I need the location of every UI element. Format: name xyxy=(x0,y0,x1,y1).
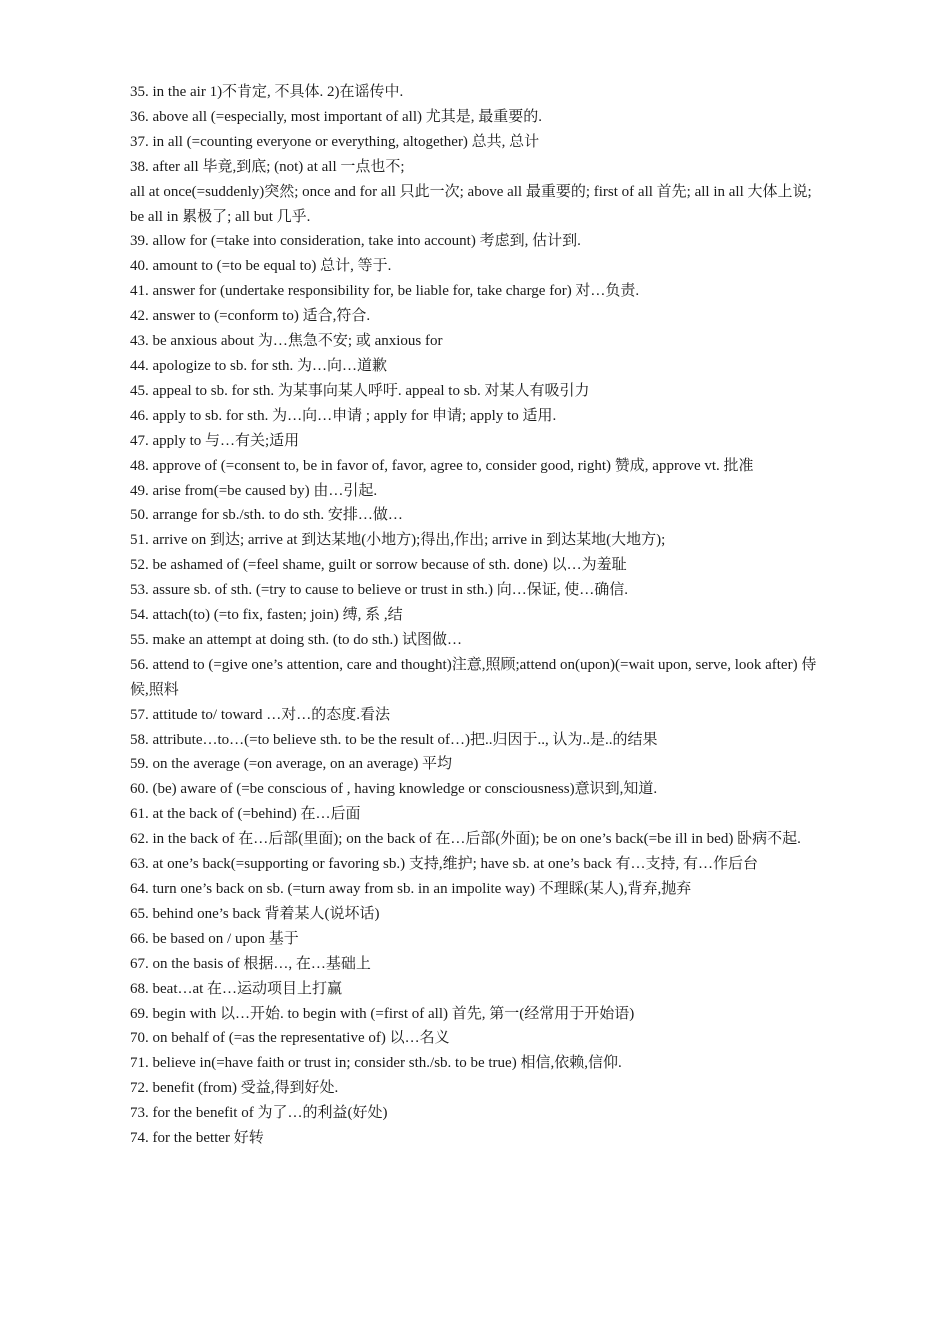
entry-61: 61. at the back of (=behind) 在…后面 xyxy=(130,806,361,823)
entry-54: 54. attach(to) (=to fix, fasten; join) 缚, 系 ,结 xyxy=(130,607,403,624)
entry-37: 37. in all (=counting everyone or everything, altogether) 总共, 总计 xyxy=(130,133,540,150)
entry-71: 71. believe in(=have faith or trust in; consider sth./sb. to be true) 相信,依赖,信仰. xyxy=(130,1055,622,1072)
entry-68: 68. beat…at 在…运动项目上打赢 xyxy=(130,980,343,997)
entry-41: 41. answer for (undertake responsibility for, be liable for, take charge for) 对…负责. xyxy=(130,283,640,300)
entry-57: 57. attitude to/ toward …对…的态度.看法 xyxy=(130,706,390,723)
entry-40: 40. amount to (=to be equal to) 总计, 等于. xyxy=(130,258,392,275)
entry-47: 47. apply to 与…有关;适用 xyxy=(130,432,300,449)
entry-73: 73. for the benefit of 为了…的利益(好处) xyxy=(130,1105,388,1122)
entry-62: 62. in the back of 在…后部(里面); on the back of 在…后部(外面); be on one’s back(=be ill in bed) 卧病不起. xyxy=(130,831,801,848)
entry-43: 43. be anxious about 为…焦急不安; 或 anxious for xyxy=(130,333,443,350)
entry-67: 67. on the basis of 根据…, 在…基础上 xyxy=(130,955,371,972)
entry-66: 66. be based on / upon 基于 xyxy=(130,930,299,947)
entry-60: 60. (be) aware of (=be conscious of , having knowledge or consciousness)意识到,知道. xyxy=(130,781,658,798)
entry-63: 63. at one’s back(=supporting or favoring sb.) 支持,维护; have sb. at one’s back 有…支持, 有…作后台 xyxy=(130,856,758,873)
entry-50: 50. arrange for sb./sth. to do sth. 安排…做… xyxy=(130,507,403,524)
entry-44: 44. apologize to sb. for sth. 为…向…道歉 xyxy=(130,357,388,374)
entry-38: 38. after all 毕竟,到底; (not) at all 一点也不; xyxy=(130,158,405,175)
entry-38-continued: all at once(=suddenly)突然; once and for all 只此一次; above all 最重要的; first of all 首先; all in all 大体上说; be all in 累极了; all but 几乎. xyxy=(130,183,812,225)
entry-42: 42. answer to (=conform to) 适合,符合. xyxy=(130,308,371,325)
entry-59: 59. on the average (=on average, on an average) 平均 xyxy=(130,756,453,773)
entry-53: 53. assure sb. of sth. (=try to cause to believe or trust in sth.) 向…保证, 使…确信. xyxy=(130,582,628,599)
entry-51: 51. arrive on 到达; arrive at 到达某地(小地方);得出,作出; arrive in 到达某地(大地方); xyxy=(130,532,666,549)
entry-39: 39. allow for (=take into consideration, take into account) 考虑到, 估计到. xyxy=(130,233,581,250)
entry-58: 58. attribute…to…(=to believe sth. to be the result of…)把..归因于.., 认为..是..的结果 xyxy=(130,731,658,748)
entry-55: 55. make an attempt at doing sth. (to do sth.) 试图做… xyxy=(130,631,463,648)
entry-56: 56. attend to (=give one’s attention, care and thought)注意,照顾;attend on(upon)(=wait upon, serve, look after) 侍候,照料 xyxy=(130,656,817,698)
entry-36: 36. above all (=especially, most important of all) 尤其是, 最重要的. xyxy=(130,108,542,125)
entry-72: 72. benefit (from) 受益,得到好处. xyxy=(130,1080,339,1097)
entry-48: 48. approve of (=consent to, be in favor of, favor, agree to, consider good, right) 赞成, approve vt. 批准 xyxy=(130,457,754,474)
entry-35: 35. in the air 1)不肯定, 不具体. 2)在谣传中. xyxy=(130,84,404,100)
entry-69: 69. begin with 以…开始. to begin with (=first of all) 首先, 第一(经常用于开始语) xyxy=(130,1005,635,1022)
entry-45: 45. appeal to sb. for sth. 为某事向某人呼吁. appeal to sb. 对某人有吸引力 xyxy=(130,382,590,399)
entry-65: 65. behind one’s back 背着某人(说坏话) xyxy=(130,905,380,922)
entry-70: 70. on behalf of (=as the representative of) 以…名义 xyxy=(130,1030,450,1047)
entry-64: 64. turn one’s back on sb. (=turn away from sb. in an impolite way) 不理睬(某人),背弃,抛弃 xyxy=(130,881,692,897)
entry-49: 49. arise from(=be caused by) 由…引起. xyxy=(130,482,378,499)
document-page xyxy=(130,80,822,1151)
entry-52: 52. be ashamed of (=feel shame, guilt or sorrow because of sth. done) 以…为羞耻 xyxy=(130,557,627,574)
entry-74: 74. for the better 好转 xyxy=(130,1130,264,1147)
entry-46: 46. apply to sb. for sth. 为…向…申请 ; apply for 申请; apply to 适用. xyxy=(130,407,557,424)
